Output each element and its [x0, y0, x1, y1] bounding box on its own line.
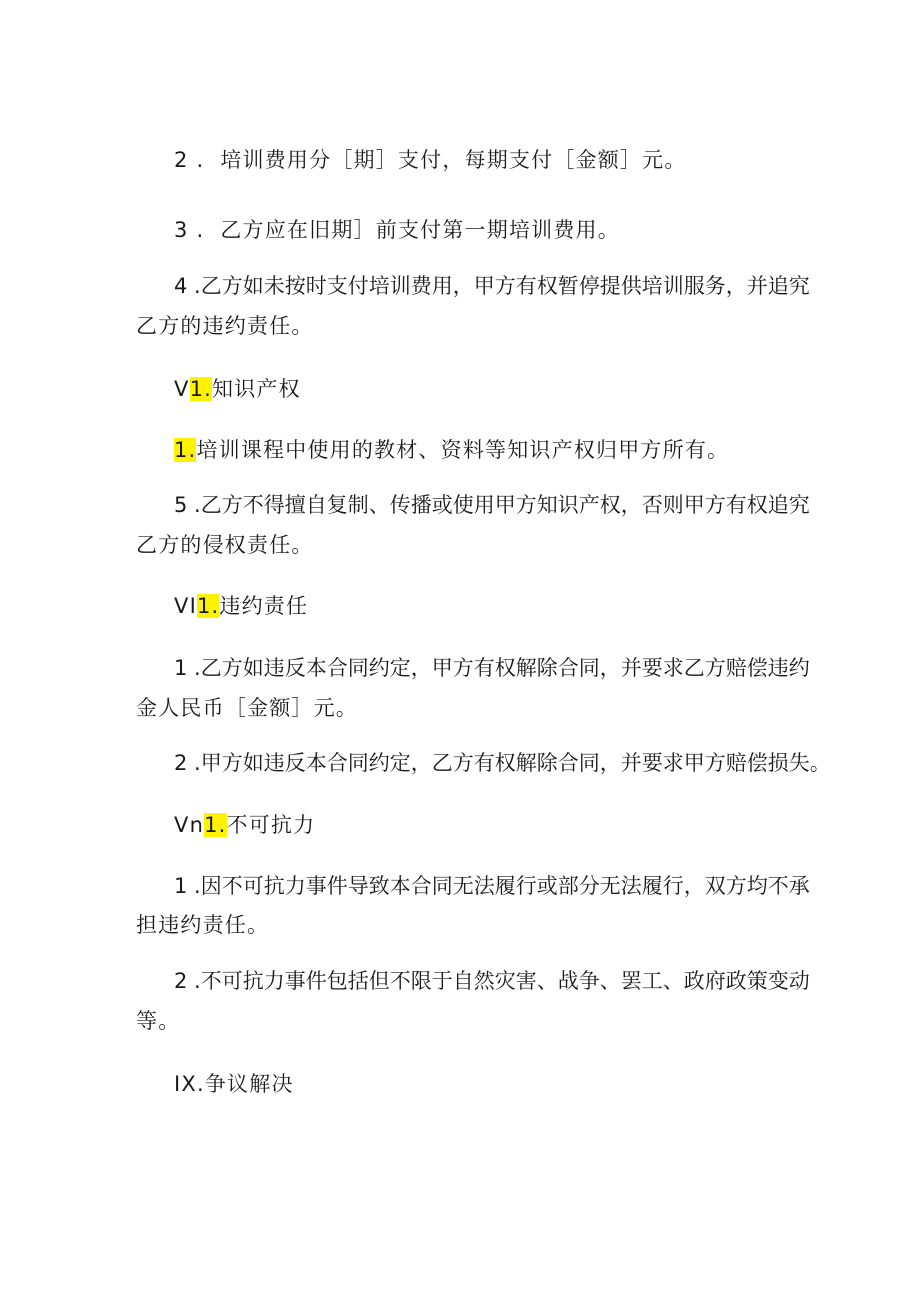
paragraph-breach-party-b-line1	[174, 656, 810, 680]
highlight-mark: 1.	[174, 438, 197, 462]
item-number: 1 .	[174, 656, 201, 680]
paragraph-late-payment-line2: 乙方的违约责任。	[136, 314, 314, 338]
section-heading-dispute: IX.争议解决	[174, 1072, 294, 1096]
item-number: 4 .	[174, 274, 201, 298]
item-text: 乙方如违反本合同约定，甲方有权解除合同，并要求乙方赔偿违约	[200, 656, 810, 680]
item-text: 乙方如未按时支付培训费用，甲方有权暂停提供培训服务，并追究	[200, 274, 810, 298]
section-heading-ip: V1.知识产权	[174, 377, 301, 401]
paragraph-force-majeure-exemption-line2: 担违约责任。	[136, 913, 270, 937]
item-text: 因不可抗力事件导致本合同无法履行或部分无法履行，双方均不承	[200, 874, 810, 898]
item-text: 培训费用分［期］支付，每期支付［金额］元。	[220, 148, 687, 172]
item-text: 甲方如违反本合同约定，乙方有权解除合同，并要求甲方赔偿损失。	[200, 751, 831, 775]
paragraph-force-majeure-exemption-line1	[174, 874, 810, 898]
highlight-mark: 1.	[204, 813, 227, 837]
highlight-mark: 1.	[189, 377, 213, 401]
paragraph-ip-infringement-line1	[174, 493, 810, 517]
paragraph-late-payment-line1	[174, 274, 810, 298]
paragraph-first-payment	[174, 218, 786, 242]
highlight-mark: 1.	[196, 594, 220, 618]
item-number: 3 .	[174, 218, 205, 242]
paragraph-breach-party-b-line2: 金人民币［金额］元。	[136, 696, 358, 720]
item-number: 5 .	[174, 493, 201, 517]
item-number: 2 .	[174, 751, 201, 775]
item-text: 不可抗力事件包括但不限于自然灾害、战争、罢工、政府政策变动	[200, 969, 810, 993]
item-text: 培训课程中使用的教材、资料等知识产权归甲方所有。	[196, 438, 730, 462]
item-number: 2 .	[174, 148, 205, 172]
section-heading-breach: VI1.违约责任	[174, 594, 309, 618]
paragraph-breach-party-a	[174, 751, 831, 775]
section-heading-force-majeure: Vn1.不可抗力	[174, 813, 316, 837]
paragraph-force-majeure-events-line1	[174, 969, 810, 993]
item-number: 2 .	[174, 969, 201, 993]
item-number: 1 .	[174, 874, 201, 898]
paragraph-force-majeure-events-line2: 等。	[136, 1009, 181, 1033]
paragraph-fee-installments	[174, 148, 786, 172]
item-text: 乙方应在旧期］前支付第一期培训费用。	[220, 218, 620, 242]
paragraph-ip-infringement-line2: 乙方的侵权责任。	[136, 533, 314, 557]
item-text: 乙方不得擅自复制、传播或使用甲方知识产权，否则甲方有权追究	[200, 493, 810, 517]
paragraph-ip-ownership	[174, 438, 786, 462]
